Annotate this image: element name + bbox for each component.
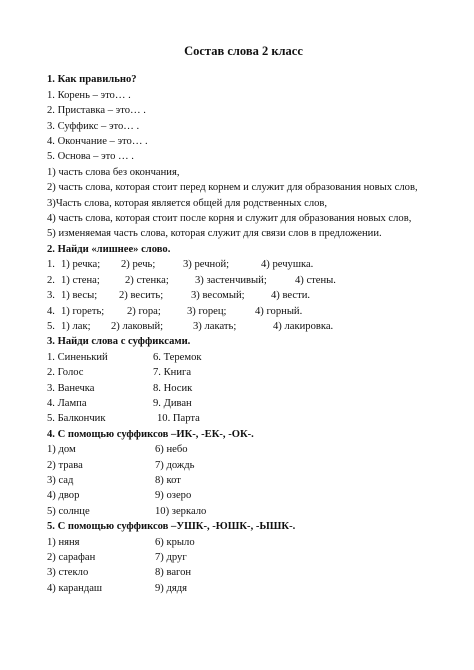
task1-item: 2. Приставка – это… . xyxy=(47,105,146,117)
task4-word: 10) зеркало xyxy=(155,505,207,517)
task1-definition: 3)Часть слова, которая является общей для родственных слов, xyxy=(47,197,328,209)
task2-word: 3) речной; xyxy=(183,259,230,271)
task5-word: 9) дядя xyxy=(155,582,187,594)
task5-word: 7) друг xyxy=(155,552,187,563)
task3-row xyxy=(47,365,440,380)
task2-word: 2) лаковый; xyxy=(111,320,164,332)
task2-row xyxy=(47,288,440,303)
task4-word: 9) озеро xyxy=(155,490,192,502)
task2-word: 3) весомый; xyxy=(191,290,245,302)
task2-row-number: 3. xyxy=(47,290,55,302)
task2-row xyxy=(47,273,440,288)
task1-item: 5. Основа – это … . xyxy=(47,151,134,163)
task2-word: 4) вести. xyxy=(271,290,311,302)
task5-row xyxy=(47,581,440,596)
task3-word: 3. Ванечка xyxy=(47,382,95,394)
task4-row xyxy=(47,442,440,457)
task1-item: 3. Суффикс – это… . xyxy=(47,120,140,132)
task5-word: 1) няня xyxy=(47,536,80,548)
task3-word: 7. Книга xyxy=(153,367,192,379)
task3-word: 1. Синенький xyxy=(47,351,108,363)
task2-row-number: 4. xyxy=(47,305,55,317)
task1-definition: 5) изменяемая часть слова, которая служит для связи слов в предложении. xyxy=(47,228,382,240)
task4-word: 2) трава xyxy=(47,459,83,471)
task2-row-number: 5. xyxy=(47,320,55,332)
task2-word: 3) горец; xyxy=(187,305,227,317)
task4-row xyxy=(47,458,440,473)
task2-heading: 2. Найди «лишнее» слово. xyxy=(47,243,171,255)
task1-definition: 2) часть слова, которая стоит перед корнем и служит для образования новых слов, xyxy=(47,182,418,194)
task2-row-number: 1. xyxy=(47,259,55,271)
task2-word: 3) лакать; xyxy=(193,320,237,332)
task3-word: 4. Лампа xyxy=(47,397,87,409)
task2-word: 1) речка; xyxy=(61,259,101,271)
task3-word: 6. Теремок xyxy=(153,351,202,363)
task2-row xyxy=(47,304,440,319)
task3-word: 8. Носик xyxy=(153,382,193,394)
task4-word: 4) двор xyxy=(47,490,80,502)
task3-heading: 3. Найди слова с суффиксами. xyxy=(47,336,191,348)
task2-word: 1) лак; xyxy=(61,320,91,332)
task2-word: 2) речь; xyxy=(121,259,156,271)
task2-word: 2) весить; xyxy=(119,290,164,302)
task4-word: 1) дом xyxy=(47,444,76,456)
task3-row xyxy=(47,381,440,396)
task5-row xyxy=(47,550,440,565)
task3-word: 10. Парта xyxy=(157,413,200,425)
task5-word: 6) крыло xyxy=(155,536,195,548)
task3-row xyxy=(47,350,440,365)
task2-word: 1) гореть; xyxy=(61,305,105,317)
task4-row xyxy=(47,504,440,519)
task4-word: 5) солнце xyxy=(47,505,90,517)
task2-word: 1) весы; xyxy=(61,290,98,302)
task4-word: 8) кот xyxy=(155,474,181,486)
task5-word: 8) вагон xyxy=(155,567,192,579)
task5-word: 4) карандаш xyxy=(47,582,103,594)
task2-word: 2) гора; xyxy=(127,305,161,317)
task2-word: 4) стены. xyxy=(295,274,336,286)
task2-word: 4) лакировка. xyxy=(273,320,334,332)
task1-definition: 1) часть слова без окончания, xyxy=(47,166,180,178)
task3-row xyxy=(47,411,440,426)
task2-word: 4) речушка. xyxy=(261,259,314,271)
task5-heading: 5. С помощью суффиксов –УШК-, -ЮШК-, -ЫШК-. xyxy=(47,521,296,533)
task2-word: 1) стена; xyxy=(61,274,100,286)
task4-row xyxy=(47,473,440,488)
task4-word: 7) дождь xyxy=(155,459,195,471)
task2-word: 3) застенчивый; xyxy=(195,274,267,286)
page-title: Состав слова 2 класс xyxy=(184,44,303,58)
task1-item: 4. Окончание – это… . xyxy=(47,136,148,148)
task1-item: 1. Корень – это… . xyxy=(47,89,131,101)
task2-word: 2) стенка; xyxy=(125,274,169,286)
task3-word: 2. Голос xyxy=(47,367,84,379)
task3-row xyxy=(47,396,440,411)
task2-row xyxy=(47,257,440,272)
task5-word: 2) сарафан xyxy=(47,552,96,563)
task3-word: 9. Диван xyxy=(153,397,192,409)
task1-definition: 4) часть слова, которая стоит после корня и служит для образования новых слов, xyxy=(47,213,412,225)
task2-row-number: 2. xyxy=(47,274,55,286)
task4-heading: 4. С помощью суффиксов –ИК-, -ЕК-, -ОК-. xyxy=(47,428,254,440)
task2-row xyxy=(47,319,440,334)
task2-word: 4) горный. xyxy=(255,305,303,317)
task3-word: 5. Балкончик xyxy=(47,413,106,425)
task5-row xyxy=(47,565,440,580)
task1-heading: 1. Как правильно? xyxy=(47,74,137,86)
task4-row xyxy=(47,488,440,503)
task4-word: 3) сад xyxy=(47,474,74,486)
task4-word: 6) небо xyxy=(155,444,188,456)
task5-word: 3) стекло xyxy=(47,567,89,579)
task5-row xyxy=(47,535,440,550)
